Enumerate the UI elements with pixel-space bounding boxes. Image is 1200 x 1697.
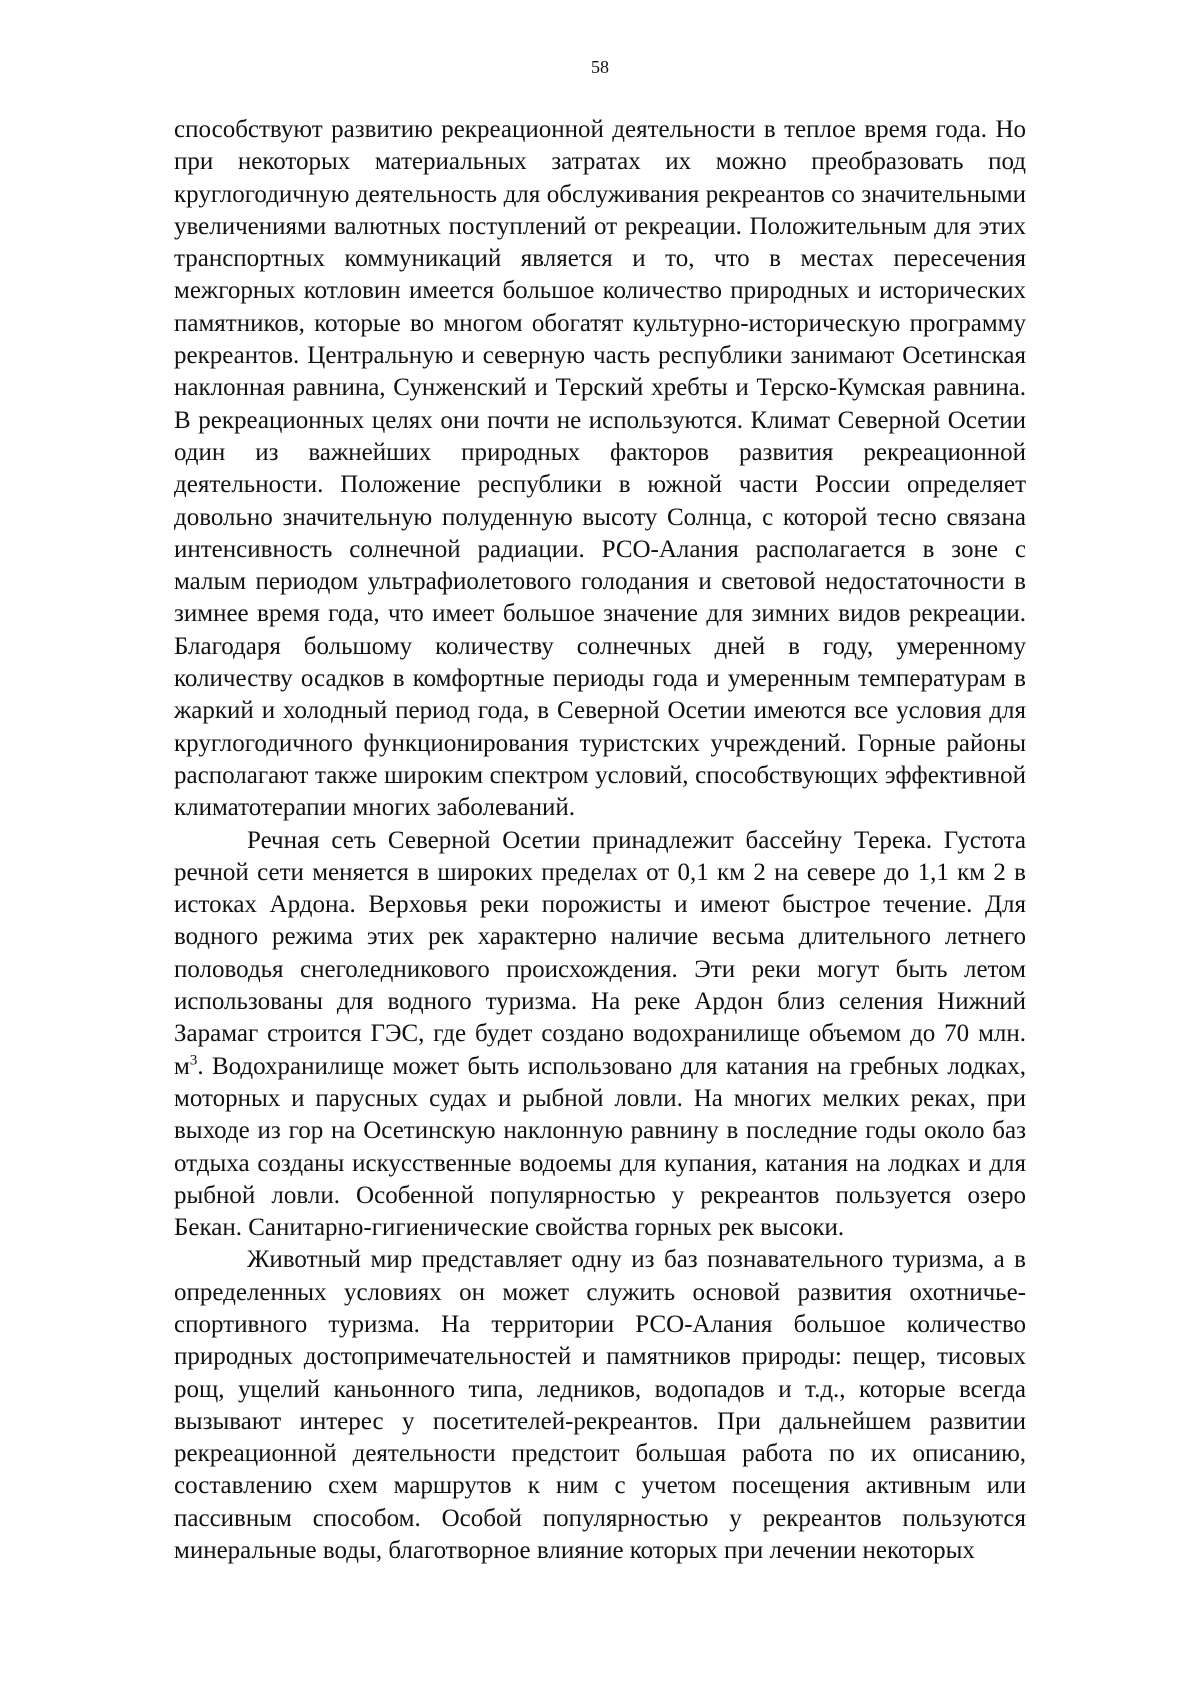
body-text (174, 114, 1026, 1567)
paragraph-river-network-part-1: Речная сеть Северной Осетии принадлежит бассейну Терека. Густота речной сети меняется в широких пределах от 0,1 км 2 на севере до 1,1 км 2 в истоках Ардона. Верховья реки порожисты и имеют быстрое течение. Для водного режима этих рек характерно наличие весьма длительного летнего половодья снеголедникового происхождения. Эти реки могут быть летом использованы для водного туризма. На реке Ардон близ селения Нижний Зарамаг строится ГЭС, где будет создано водохранилище объемом до 70 млн. м (174, 826, 1026, 1080)
superscript-cubic: 3 (189, 1052, 198, 1069)
paragraph-fauna-tourism: Животный мир представляет одну из баз познавательного туризма, а в определенных условиях он может служить основой развития охотничье-спортивного туризма. На территории РСО-Алания большое количество природных достопримечательностей и памятников природы: пещер, тисовых рощ, ущелий каньонного типа, ледников, водопадов и т.д., которые всегда вызывают интерес у посетителей-рекреантов. При дальнейшем развитии рекреационной деятельности предстоит большая работа по их описанию, составлению схем маршрутов к ним с учетом посещения активным или пассивным способом. Особой популярностью у рекреантов пользуются минеральные воды, благотворное влияние которых при лечении некоторых (174, 1246, 1026, 1565)
paragraph-river-network (174, 825, 1026, 1245)
paragraph-river-network-part-2: . Водохранилище может быть использовано для катания на гребных лодках, моторных и парусных судах и рыбной ловли. На многих мелких реках, при выходе из гор на Осетинскую наклонную равнину в последние годы около баз отдыха созданы искусственные водоемы для купания, катания на лодках и для рыбной ловли. Особенной популярностью у рекреантов пользуется озеро Бекан. Санитарно-гигиенические свойства горных рек высоки. (174, 1052, 1026, 1242)
page-number: 58 (591, 57, 609, 77)
paragraph-recreation-climate: способствуют развитию рекреационной деятельности в теплое время года. Но при некоторых материальных затратах их можно преобразовать под круглогодичную деятельность для обслуживания рекреантов со значительными увеличениями валютных поступлений от рекреации. Положительным для этих транспортных коммуникаций является и то, что в местах пересечения межгорных котловин имеется большое количество природных и исторических памятников, которые во многом обогатят культурно-историческую программу рекреантов. Центральную и северную часть республики занимают Осетинская наклонная равнина, Сунженский и Терский хребты и Терско-Кумская равнина. В рекреационных целях они почти не используются. Климат Северной Осетии один из важнейших природных факторов развития рекреационной деятельности. Положение республики в южной части России определяет довольно значительную полуденную высоту Солнца, с которой тесно связана интенсивность солнечной радиации. РСО-Алания располагается в зоне с малым периодом ультрафиолетового голодания и световой недостаточности в зимнее время года, что имеет большое значение для зимних видов рекреации. Благодаря большому количеству солнечных дней в году, умеренному количеству осадков в комфортные периоды года и умеренным температурам в жаркий и холодный период года, в Северной Осетии имеются все условия для круглогодичного функционирования туристских учреждений. Горные районы располагают также широким спектром условий, способствующих эффективной климатотерапии многих заболеваний. (174, 116, 1026, 822)
